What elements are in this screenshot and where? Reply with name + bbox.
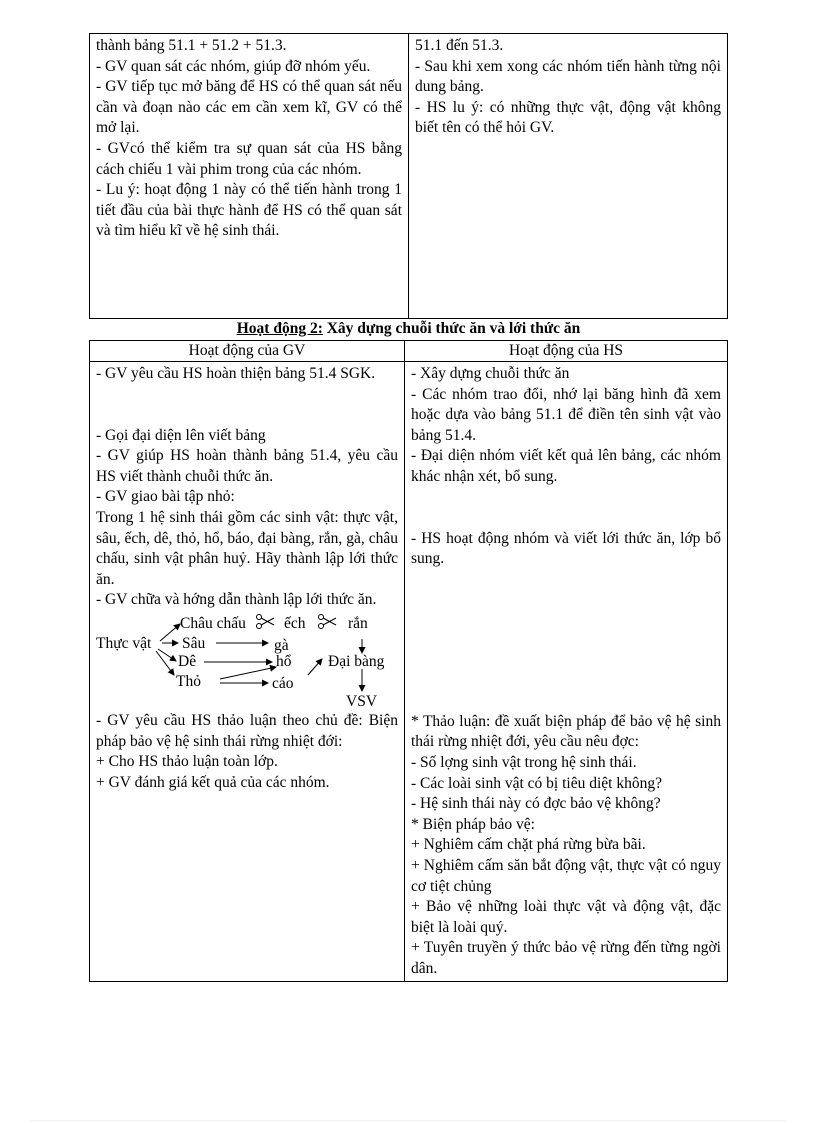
food-web-diagram: [96, 611, 396, 711]
node-ga: gà: [274, 636, 289, 654]
gv-line: - GV yêu cầu HS thảo luận theo chủ đề: Biện pháp bảo vệ hệ sinh thái rừng nhiệt đới:: [96, 711, 398, 750]
section-title: [89, 318, 728, 340]
scissors-icon: [257, 614, 275, 628]
gv-line: - GV tiếp tục mở băng để HS có thể quan sát nếu cần và đoạn nào các em cần xem kĩ, GV có thể mở lại.: [96, 78, 402, 137]
node-tho: Thỏ: [176, 672, 201, 690]
scissors-icon: [319, 614, 337, 628]
hs-column: [405, 362, 728, 982]
hs-line: - HS lu ý: có những thực vật, động vật không biết tên có thể hỏi GV.: [415, 98, 721, 137]
page-bottom-divider: [30, 1120, 786, 1121]
node-dai-bang: Đại bàng: [328, 652, 385, 670]
activity-table: [89, 340, 728, 982]
hs-line: - Đại diện nhóm viết kết quả lên bảng, các nhóm khác nhận xét, bổ sung.: [411, 447, 721, 485]
hs-line: - HS hoạt động nhóm và viết lới thức ăn, lớp bổ sung.: [411, 529, 721, 568]
hs-line: 51.1 đến 51.3.: [415, 37, 504, 54]
gv-line: + GV đánh giá kết quả của các nhóm.: [96, 773, 330, 791]
section-text: Xây dựng chuỗi thức ăn và lới thức ăn: [322, 320, 581, 337]
hs-line: + Bảo vệ những loài thực vật và động vật, đặc biệt là loài quý.: [411, 898, 721, 936]
gv-column: [90, 362, 405, 982]
gv-line: - Gọi đại diện lên viết bảng: [96, 426, 266, 444]
header-hs: Hoạt động của HS: [405, 341, 728, 362]
hs-line: - Xây dựng chuỗi thức ăn: [411, 365, 570, 382]
node-de: Dê: [178, 652, 197, 670]
gv-line: - GV quan sát các nhóm, giúp đỡ nhóm yếu.: [96, 57, 371, 75]
hs-line: * Thảo luận: đề xuất biện pháp để bảo vệ hệ sinh thái rừng nhiệt đới, yêu cầu nêu đợc:: [411, 712, 721, 751]
node-cao: cáo: [272, 674, 294, 692]
gv-line: thành bảng 51.1 + 51.2 + 51.3.: [96, 37, 287, 54]
hs-line: - Các loài sinh vật có bị tiêu diệt không?: [411, 774, 662, 792]
gv-line: - GVcó thể kiểm tra sự quan sát của HS bằng cách chiếu 1 vài phim trong của các nhóm.: [96, 139, 402, 178]
header-gv: Hoạt động của GV: [90, 341, 405, 362]
gv-line: + Cho HS thảo luận toàn lớp.: [96, 753, 278, 771]
section-label: Hoạt động 2:: [236, 320, 323, 337]
hs-line: - Các nhóm trao đổi, nhớ lại băng hình đã xem hoặc dựa vào bảng 51.1 để điền tên sinh vật vào bảng 51.4.: [411, 385, 721, 444]
node-chau-chau: Châu chấu: [180, 614, 246, 632]
gv-line: - GV giao bài tập nhỏ:: [96, 488, 235, 506]
gv-line: - Lu ý: hoạt động 1 này có thể tiến hành trong 1 tiết đầu của bài thực hành để HS có thể quan sát và tìm hiểu kĩ về hệ sinh thái.: [96, 181, 402, 240]
node-vsv: VSV: [346, 692, 378, 710]
hs-line: - Sau khi xem xong các nhóm tiến hành từng nội dung bảng.: [415, 57, 721, 96]
activity-table-continued: [89, 33, 728, 319]
hs-line: - Hệ sinh thái này có đợc bảo vệ không?: [411, 795, 661, 813]
hs-line: + Tuyên truyền ý thức bảo vệ rừng đến từng ngời dân.: [411, 939, 721, 977]
hs-line: + Nghiêm cấm săn bắt động vật, thực vật có nguy cơ tiệt chủng: [411, 856, 721, 895]
node-thuc-vat: Thực vật: [96, 634, 152, 652]
gv-column: [90, 34, 409, 319]
hs-line: + Nghiêm cấm chặt phá rừng bừa bãi.: [411, 836, 646, 854]
node-ho: hổ: [276, 652, 292, 670]
hs-line: - Số lợng sinh vật trong hệ sinh thái.: [411, 753, 637, 771]
hs-line: * Biện pháp bảo vệ:: [411, 815, 535, 833]
gv-line: Trong 1 hệ sinh thái gồm các sinh vật: thực vật, sâu, ếch, dê, thỏ, hổ, báo, đại bàng, rắn, gà, châu chấu, sinh vật phân huỷ. Hãy thành lập lới thức ăn.: [96, 508, 398, 588]
hs-column: [409, 34, 728, 319]
node-ran: rắn: [348, 614, 368, 632]
node-sau: Sâu: [182, 634, 206, 652]
gv-line: - GV giúp HS hoàn thành bảng 51.4, yêu cầu HS viết thành chuỗi thức ăn.: [96, 447, 398, 485]
gv-line: - GV chữa và hớng dẫn thành lập lới thức ăn.: [96, 591, 377, 609]
gv-line: - GV yêu cầu HS hoàn thiện bảng 51.4 SGK.: [96, 365, 376, 382]
node-ech: ếch: [284, 614, 306, 632]
